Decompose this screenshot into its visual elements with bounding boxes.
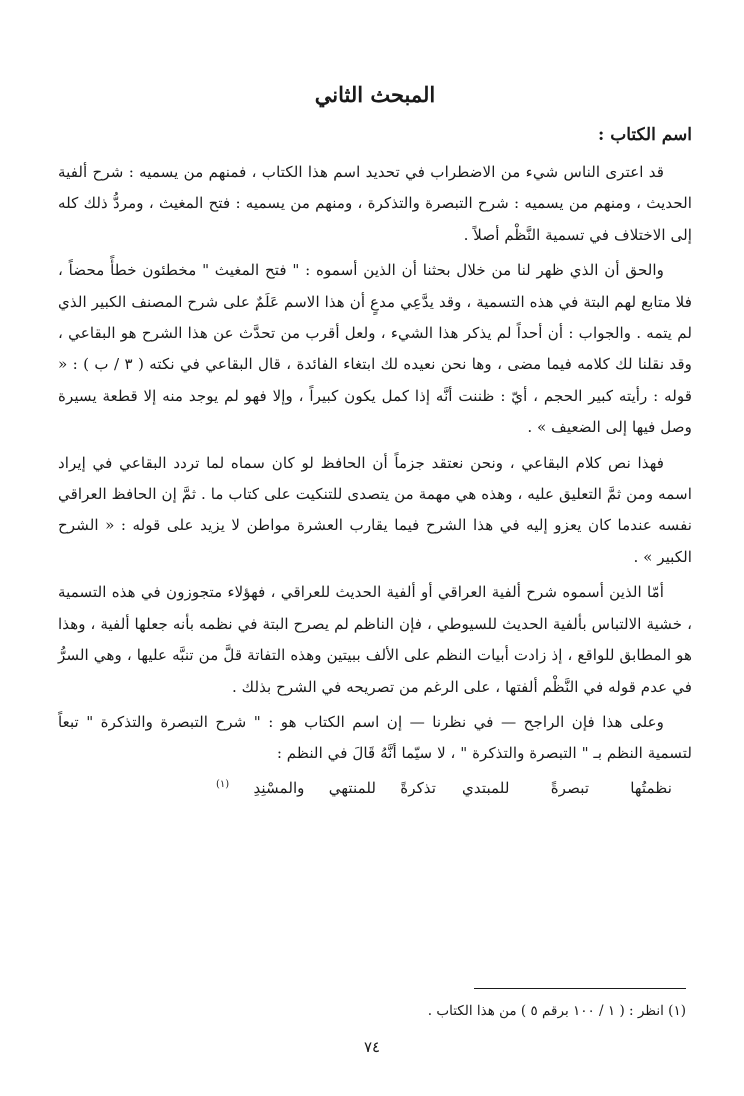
paragraph-1: قد اعترى الناس شيء من الاضطراب في تحديد اسم هذا الكتاب ، فمنهم من يسميه : شرح ألفية الحديث ، ومنهم من يسميه : شرح التبصرة والتذكرة ، ومنهم من يسميه : فتح المغيث ، ومردُّ ذلك كله إلى الاختلاف في تسمية النَّظْم أصلاً . xyxy=(58,163,692,244)
paragraph-5: وعلى هذا فإن الراجح — في نظرنا — إن اسم الكتاب هو : " شرح التبصرة والتذكرة " تبعاً لتسمية النظم بـ " التبصرة والتذكرة " ، لا سيّما أنَّهُ قَالَ في النظم : xyxy=(58,712,692,763)
footnote-separator xyxy=(474,988,686,989)
page-number: ٧٤ xyxy=(363,1038,381,1056)
page-body xyxy=(58,70,692,803)
paragraph-2: والحق أن الذي ظهر لنا من خلال بحثنا أن الذين أسموه : " فتح المغيث " مخطئون خطأً محضاً ، فلا متابع لهم البتة في هذه التسمية ، وقد يدَّعِي مدعٍ أن هذا الاسم عَلَمٌ على شرح المصنف الكبير الذي لم يتمه . والجواب : أن أحداً لم يذكر هذا الشيء ، ولعل أقرب من تحدَّث عن هذا الشرح هو البقاعي ، وقد نقلنا لك كلامه فيما مضى ، وها نحن نعيده لك ابتغاء الفائدة ، قال البقاعي في نكته ( ٣ / ب ) : « قوله : رأيته كبير الحجم ، أيّ : ظننت أنَّه إذا كمل يكون كبيراً ، وإلا فهو لم يوجد منه إلا قطعة يسيرة وصل فيها إلى الضعيف » . xyxy=(58,261,692,437)
footnote-marker: (١) xyxy=(216,778,230,790)
footnote: (١) انظر : ( ١ / ١٠٠ برقم ٥ ) من هذا الكتاب . xyxy=(427,1003,686,1019)
verse-first-hemistich: نظمتُها تبصرةً للمبتدي xyxy=(462,778,672,797)
section-subheading: اسم الكتاب : xyxy=(598,125,692,145)
verse-second-hemistich xyxy=(216,770,436,803)
section-title: المبحث الثاني xyxy=(314,82,436,107)
paragraph-3: فهذا نص كلام البقاعي ، ونحن نعتقد جزماً أن الحافظ لو كان سماه لما تردد البقاعي في إيراد اسمه ومن ثمَّ التعليق عليه ، وهذه هي مهمة من يتصدى للتنكيت على كتاب ما . ثمَّ إن الحافظ العراقي نفسه عندما كان يعزو إليه في هذا الشرح فيما يقارب العشرة مواطن لا يزيد على قوله : « الشرح الكبير » . xyxy=(58,453,692,566)
paragraph-4: أمّا الذين أسموه شرح ألفية العراقي أو ألفية الحديث للعراقي ، فهؤلاء متجوزون في هذه التسمية ، خشية الالتباس بألفية الحديث للسيوطي ، فإن الناظم لم يصرح البتة في نظمه بأنه جعلها ألفية ، وهذا هو المطابق للواقع ، إذ زادت أبيات النظم على الألف ببيتين وهذه التفاتة قلَّ من تنبَّه عليها ، وهي السرُّ في عدم قوله في النَّظْم ألفتها ، على الرغم من تصريحه في الشرح بذلك . xyxy=(58,583,692,696)
verse-second-hemistich-text: تذكرةً للمنتهي والمسْنِدِ xyxy=(253,778,437,797)
poem-verse xyxy=(58,770,692,803)
